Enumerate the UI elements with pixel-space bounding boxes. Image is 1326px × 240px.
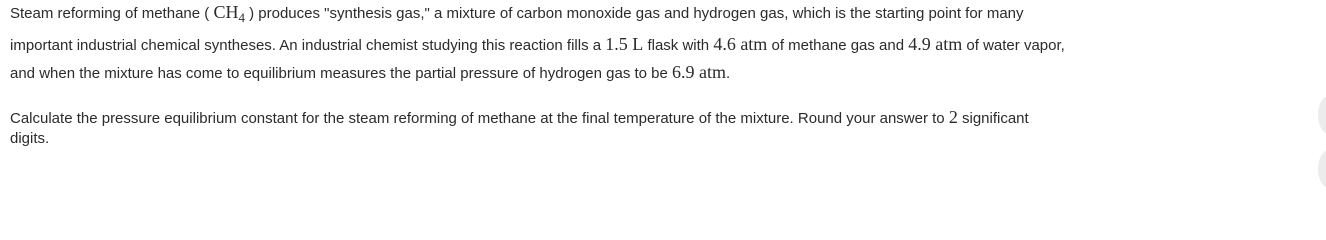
- flask-volume: 1.5 L: [605, 34, 644, 54]
- text-segment: ) produces "synthesis gas," a mixture of carbon monoxide gas and hydrogen gas, which is the starting point for many: [244, 5, 1024, 22]
- methane-pressure: 4.6 atm: [713, 34, 768, 54]
- description-line-1: [10, 2, 1024, 23]
- question-line-1: [10, 107, 1029, 128]
- text-segment: of water vapor,: [962, 37, 1065, 54]
- text-segment: .: [726, 65, 731, 82]
- methane-formula: [213, 2, 245, 25]
- text-segment: Steam reforming of methane (: [10, 5, 214, 22]
- hydrogen-pressure: 6.9 atm: [672, 62, 727, 82]
- question-line-2: [10, 130, 49, 147]
- text-segment: important industrial chemical syntheses. An industrial chemist studying this reaction fills a: [10, 37, 606, 54]
- side-panel-edge: [1318, 96, 1326, 134]
- side-panel-edge: [1318, 150, 1326, 188]
- description-line-3: [10, 62, 730, 83]
- text-segment: flask with: [643, 37, 714, 54]
- formula-subscript: 4: [238, 10, 245, 25]
- water-pressure: 4.9 atm: [908, 34, 963, 54]
- text-segment: and when the mixture has come to equilibrium measures the partial pressure of hydrogen gas to be: [10, 65, 673, 82]
- text-segment: digits.: [10, 130, 50, 147]
- text-segment: Calculate the pressure equilibrium constant for the steam reforming of methane at the final temperature of the mixture. Round your answer to: [10, 110, 949, 127]
- description-line-2: [10, 34, 1065, 55]
- text-segment: significant: [957, 110, 1029, 127]
- text-segment: of methane gas and: [767, 37, 909, 54]
- significant-figures: 2: [948, 107, 958, 127]
- formula-base: CH: [213, 2, 239, 22]
